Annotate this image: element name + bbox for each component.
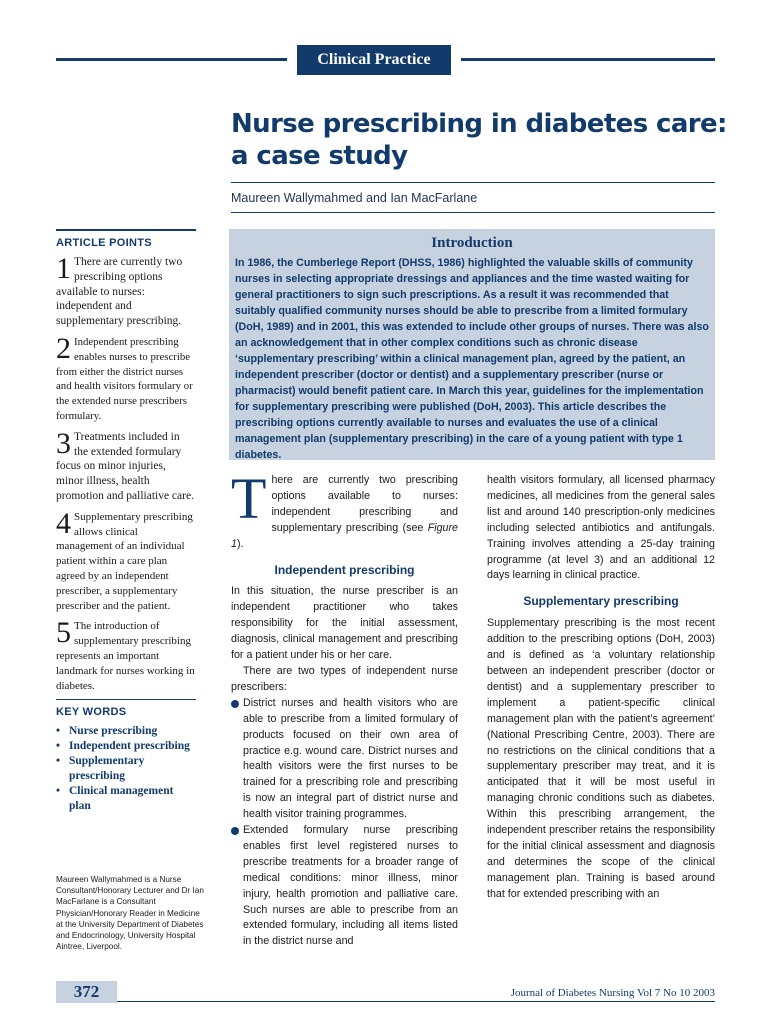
author-affiliation: Maureen Wallymahmed is a Nurse Consultant/Honorary Lecturer and Dr Ian MacFarlane is a Consultant Physician/Honorary Reader in Medicine at the University Department of Diabetes and Endocrinology, University Hospital Aintree, Liverpool. [56, 875, 204, 952]
body-column-1 [231, 466, 458, 950]
keyword: • Supplementary prescribing [56, 754, 196, 784]
point-text: Supplementary prescribing allows clinical management of an individual patient within a care plan agreed by an independent prescriber, a supplementary prescriber and the patient. [56, 510, 193, 612]
key-words-heading: KEY WORDS [56, 706, 127, 719]
article-point [56, 506, 196, 614]
point-number: 2 [56, 331, 71, 365]
journal-citation: Journal of Diabetes Nursing Vol 7 No 10 2003 [510, 987, 715, 999]
authors-rule-bottom [231, 212, 715, 213]
supplementary-paragraph: Supplementary prescribing is the most recent addition to the prescribing options (DoH, 2003) and is defined as ‘a voluntary relationship between an independent prescriber (doctor or dentist) and a supplementary prescriber to implement a patient-specific clinical management plan with the patient’s agreement’ (National Prescribing Centre, 2003). There are no restrictions on the clinical conditions that a supplementary prescriber may treat, and it is anticipated that it will be most useful in managing chronic conditions such as diabetes. Within this prescribing arrangement, the independent prescriber retains the responsibility for the initial clinical assessment and diagnosis and determines the scope of the clinical management plan. Training is based around that for extended prescribing with an [487, 617, 715, 900]
point-text: The introduction of supplementary prescribing represents an important landmark for nurses working in diabetes. [56, 620, 195, 692]
opening-paragraph [231, 466, 458, 553]
bullet-extended-formulary: Extended formulary nurse prescribing enables first level registered nurses to prescribe treatments for a broader range of medical conditions: minor illness, minor injury, health promotion and palliative care. Such nurses are able to prescribe from an extended formulary, including all items listed in the district nurse and [231, 823, 458, 950]
article-point [56, 616, 196, 693]
introduction-box [229, 229, 715, 460]
footer-rule [117, 1001, 715, 1002]
authors-rule-top [231, 182, 715, 183]
independent-paragraph: In this situation, the nurse prescriber is an independent practitioner who takes responsibility for the initial assessment, diagnosis, clinical management and prescribing for a patient under his or her care. [231, 585, 458, 662]
point-text: Treatments included in the extended formulary focus on minor injuries, minor illness, health promotion and palliative care. [56, 430, 194, 502]
independent-prescribing-heading: Independent prescribing [274, 562, 415, 577]
header-rule-right [461, 58, 715, 61]
article-point [56, 252, 196, 329]
supplementary-prescribing-heading: Supplementary prescribing [523, 594, 679, 609]
drop-cap: T [231, 466, 267, 531]
sidebar [56, 229, 196, 814]
point-number: 4 [56, 506, 71, 540]
types-paragraph: There are two types of independent nurse prescribers: [231, 664, 458, 693]
article-point [56, 426, 196, 504]
article-point [56, 331, 196, 424]
article-title [231, 108, 731, 172]
point-text: Independent prescribing enables nurses to prescribe from either the district nurses and health visitors formulary or the extended nurse prescribers formulary. [56, 335, 193, 422]
figure-reference: Figure 1 [231, 521, 458, 550]
formulary-paragraph: health visitors formulary, all licensed pharmacy medicines, all medicines from the general sales list and around 140 prescription-only medicines including selected antibiotics and antifungals. Training involves attending a 25-day training programme (at level 3) and an additional 12 days learning in clinical practice. [487, 474, 715, 582]
keyword: • Independent prescribing [56, 739, 196, 754]
section-tag: Clinical Practice [297, 45, 451, 75]
bullet-district-nurses: District nurses and health visitors who are able to prescribe from a limited formulary of products focused on their own area of practice e.g. wound care. District nurses and health visitors were the first nurses to be trained for a prescribing role and prescribing is now an integral part of district nurse and health visitor training programmes. [231, 696, 458, 823]
point-number: 1 [56, 252, 71, 285]
keyword: • Clinical management plan [56, 784, 196, 814]
point-text: There are currently two prescribing options available to nurses: independent and supplementary prescribing. [56, 256, 183, 328]
title-line-1: Nurse prescribing in diabetes care: [231, 109, 727, 139]
keyword: • Nurse prescribing [56, 724, 196, 739]
page-number: 372 [56, 981, 117, 1003]
body-column-2 [487, 473, 715, 903]
point-number: 5 [56, 616, 71, 650]
opening-text: here are currently two prescribing options available to nurses: independent prescribing and supplementary prescribing (see [271, 474, 458, 534]
opening-end: ). [236, 537, 244, 550]
authors: Maureen Wallymahmed and Ian MacFarlane [231, 191, 478, 205]
article-points-heading: ARTICLE POINTS [56, 237, 152, 249]
point-number: 3 [56, 426, 71, 460]
sidebar-divider [56, 699, 196, 700]
introduction-heading: Introduction [431, 235, 513, 251]
key-words-list [56, 724, 196, 814]
title-line-2: a case study [231, 141, 408, 171]
introduction-text: In 1986, the Cumberlege Report (DHSS, 1986) highlighted the valuable skills of community nurses in selecting appropriate dressings and appliances and the time wasted waiting for general practitioners to sign such prescriptions. As a result it was recommended that suitably qualified community nurses should be able to prescribe from a limited formulary (DoH, 1989) and in 2001, this was extended to include other groups of nurses. There was also an acknowledgement that in other complex conditions such as chronic disease ‘supplementary prescribing’ within a clinical management plan, agreed by the patient, an independent prescriber (doctor or dentist) and a supplementary prescriber (nurse or pharmacist) would benefit patient care. In March this year, guidelines for the implementation for supplementary prescribing were published (DoH, 2003). This article describes the prescribing options currently available to nurses and evaluates the use of a clinical management plan (supplementary prescribing) in the care of a young patient with type 1 diabetes. [235, 257, 709, 461]
header-rule-left [56, 58, 287, 61]
